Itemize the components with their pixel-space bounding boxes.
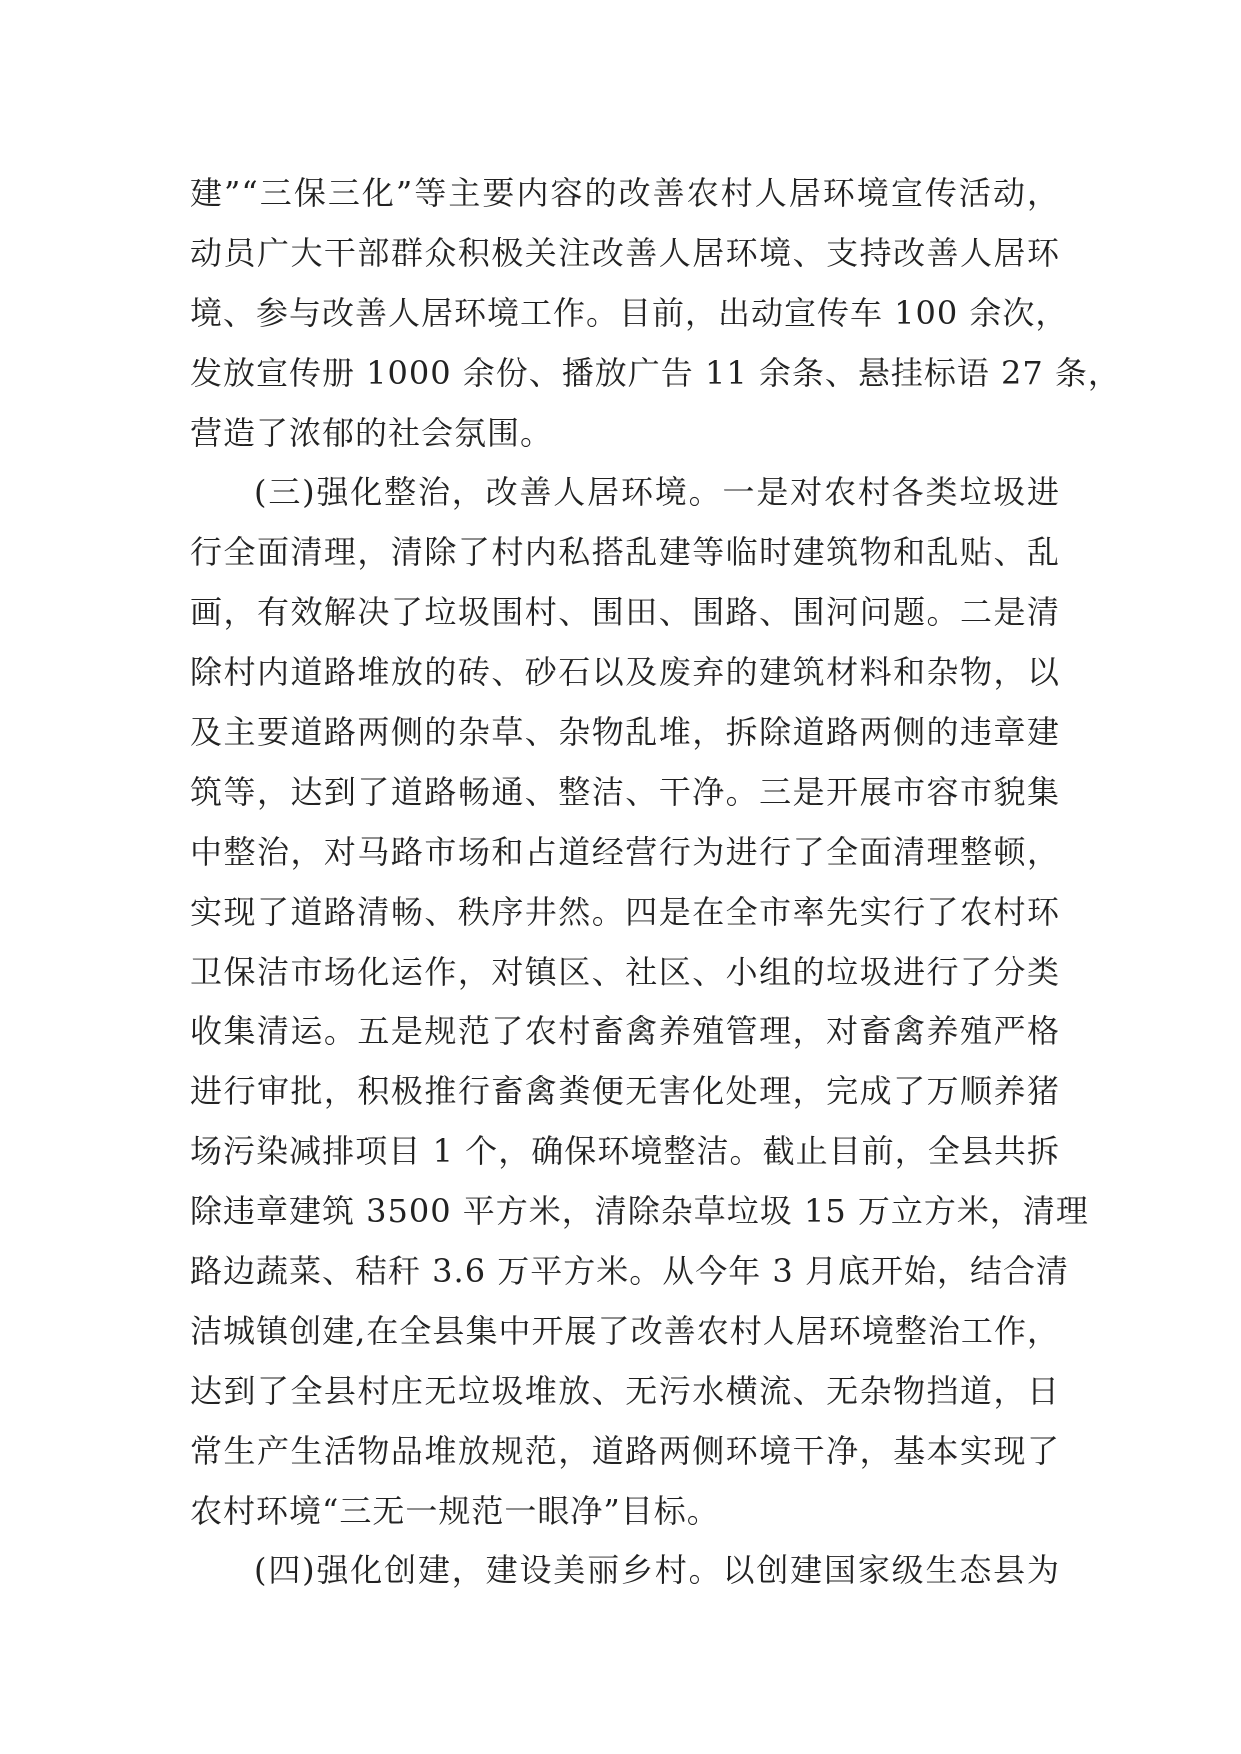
text-line: 洁城镇创建,在全县集中开展了改善农村人居环境整治工作， xyxy=(190,1311,1060,1350)
text-line: 筑等，达到了道路畅通、整洁、干净。三是开展市容市貌集 xyxy=(190,772,1060,811)
text-line: 境、参与改善人居环境工作。目前，出动宣传车 100 余次， xyxy=(190,293,1069,332)
text-line: 动员广大干部群众积极关注改善人居环境、支持改善人居环 xyxy=(190,233,1060,272)
section-heading-line: (四)强化创建，建设美丽乡村。以创建国家级生态县为 xyxy=(254,1551,1060,1590)
text-line: 农村环境“三无一规范一眼净”目标。 xyxy=(190,1491,720,1530)
text-line: 营造了浓郁的社会氛围。 xyxy=(190,413,554,452)
text-line: 除违章建筑 3500 平方米，清除杂草垃圾 15 万立方米，清理 xyxy=(190,1192,1089,1231)
text-line: 卫保洁市场化运作，对镇区、社区、小组的垃圾进行了分类 xyxy=(190,952,1060,991)
text-line: 行全面清理，清除了村内私搭乱建等临时建筑物和乱贴、乱 xyxy=(190,533,1060,572)
text-line: 路边蔬菜、秸秆 3.6 万平方米。从今年 3 月底开始，结合清 xyxy=(190,1252,1069,1291)
text-line: 发放宣传册 1000 余份、播放广告 11 余条、悬挂标语 27 条， xyxy=(190,353,1121,392)
text-line: 中整治，对马路市场和占道经营行为进行了全面清理整顿， xyxy=(190,832,1060,871)
text-line: 建”“三保三化”等主要内容的改善农村人居环境宣传活动， xyxy=(190,174,1060,212)
text-line: 达到了全县村庄无垃圾堆放、无污水横流、无杂物挡道，日 xyxy=(190,1371,1060,1410)
text-line: 进行审批，积极推行畜禽粪便无害化处理，完成了万顺养猪 xyxy=(190,1072,1060,1111)
body-text xyxy=(190,164,1121,1601)
text-line: 实现了道路清畅、秩序井然。四是在全市率先实行了农村环 xyxy=(190,892,1060,931)
text-line: 收集清运。五是规范了农村畜禽养殖管理，对畜禽养殖严格 xyxy=(190,1012,1060,1051)
text-line: 除村内道路堆放的砖、砂石以及废弃的建筑材料和杂物，以 xyxy=(190,653,1060,692)
text-line: 及主要道路两侧的杂草、杂物乱堆，拆除道路两侧的违章建 xyxy=(190,713,1060,752)
text-line: 画，有效解决了垃圾围村、围田、围路、围河问题。二是清 xyxy=(190,593,1060,632)
section-heading-line: (三)强化整治，改善人居环境。一是对农村各类垃圾进 xyxy=(254,473,1060,512)
text-line: 常生产生活物品堆放规范，道路两侧环境干净，基本实现了 xyxy=(190,1431,1060,1470)
text-line: 场污染减排项目 1 个，确保环境整洁。截止目前，全县共拆 xyxy=(190,1132,1060,1171)
